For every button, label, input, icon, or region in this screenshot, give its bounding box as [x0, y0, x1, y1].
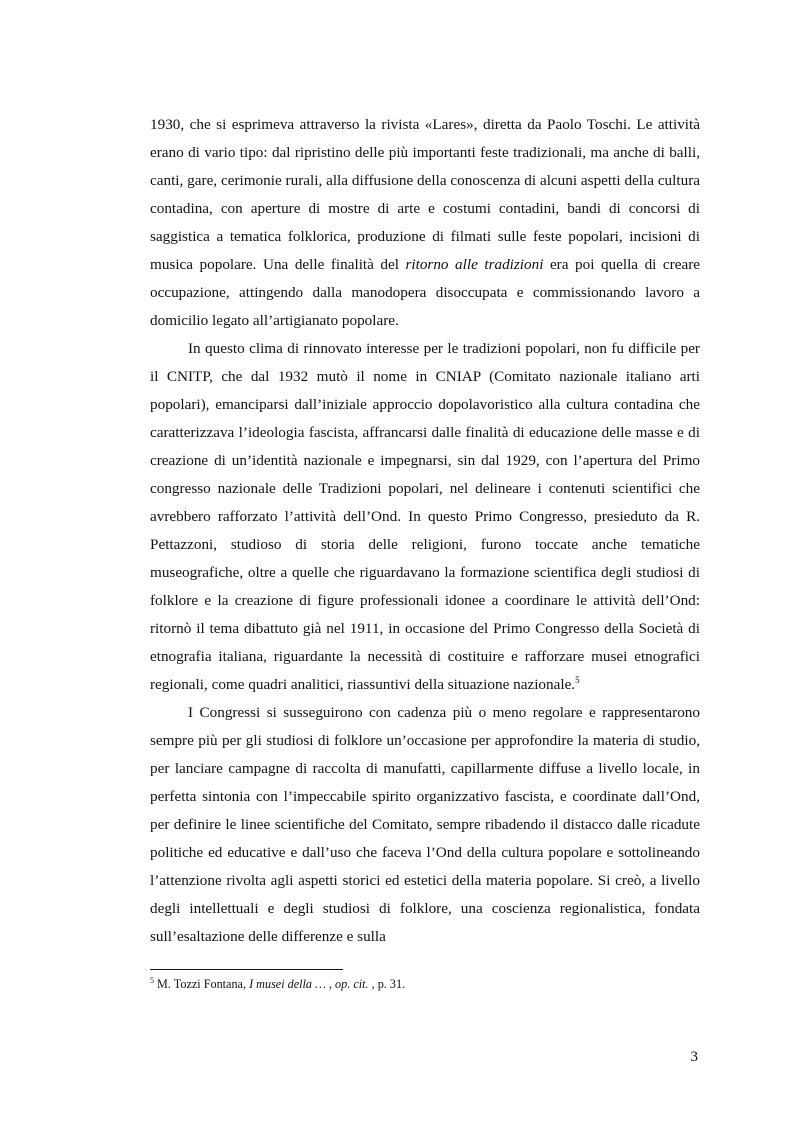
- paragraph-1-text-a: 1930, che si esprimeva attraverso la rivista «Lares», diretta da Paolo Toschi. Le attività erano di vario tipo: dal ripristino delle più importanti feste tradizionali, ma anche di balli, canti, gare, cerimonie rurali, alla diffusione della conoscenza di alcuni aspetti della cultura contadina, con aperture di mostre di arte e costumi contadini, bandi di concorsi di saggistica a tematica folklorica, produzione di filmati sulle feste popolari, incisioni di musica popolare. Una delle finalità del: [150, 116, 700, 273]
- footnote-author: M. Tozzi Fontana,: [154, 977, 250, 991]
- footnote-5: [150, 975, 700, 993]
- paragraph-3: [150, 699, 700, 951]
- footnote-separator: ,: [325, 977, 336, 991]
- paragraph-2: [150, 335, 700, 699]
- paragraph-1-italic: ritorno alle tradizioni: [405, 256, 544, 273]
- footnote-divider: [150, 969, 343, 970]
- footnote-title: I musei della …: [249, 977, 326, 991]
- document-body: [150, 111, 700, 951]
- paragraph-1-text-c: era poi quella di creare occupazione, attingendo dalla manodopera disoccupata e commissionando lavoro a domicilio legato all’artigianato popolare.: [150, 256, 700, 329]
- paragraph-2-text: In questo clima di rinnovato interesse per le tradizioni popolari, non fu difficile per il CNITP, che dal 1932 mutò il nome in CNIAP (Comitato nazionale italiano arti popolari), emanciparsi dall’iniziale approccio dopolavoristico alla cultura contadina che caratterizzava l’ideologia fascista, affrancarsi dalle finalità di educazione delle masse e di creazione di un’identità nazionale e impegnarsi, sin dal 1929, con l’apertura del Primo congresso nazionale delle Tradizioni popolari, nel delineare i contenuti scientifici che avrebbero rafforzato l’attività dell’Ond. In questo Primo Congresso, presieduto da R. Pettazzoni, studioso di storia delle religioni, furono toccate anche tematiche museografiche, oltre a quelle che riguardavano la formazione scientifica degli studiosi di folklore e la creazione di figure professionali idonee a coordinare le attività dell’Ond: ritornò il tema dibattuto già nel 1911, in occasione del Primo Congresso della Società di etnografia italiana, riguardante la necessità di costituire e rafforzare musei etnografici regionali, come quadri analitici, riassuntivi della situazione nazionale.: [150, 340, 700, 693]
- paragraph-3-text: I Congressi si susseguirono con cadenza più o meno regolare e rappresentarono sempre più per gli studiosi di folklore un’occasione per approfondire la materia di studio, per lanciare campagne di raccolta di manufatti, capillarmente diffuse a livello locale, in perfetta sintonia con l’impeccabile spirito organizzativo fascista, e coordinate dall’Ond, per definire le linee scientifiche del Comitato, sempre ribadendo il distacco dalle ricadute politiche ed educative e dall’uso che faceva l’Ond della cultura popolare e sottolineando l’attenzione rivolta agli aspetti storici ed estetici della materia popolare. Si creò, a livello degli intellettuali e degli studiosi di folklore, una coscienza regionalistica, fondata sull’esaltazione delle differenze e sulla: [150, 704, 700, 945]
- footnote-pages: , p. 31.: [368, 977, 406, 991]
- page-number: 3: [690, 1048, 698, 1065]
- footnote-reference-5[interactable]: 5: [575, 675, 580, 685]
- paragraph-1: [150, 111, 700, 335]
- footnote-number: 5: [150, 976, 154, 985]
- footnote-op-cit: op. cit.: [335, 977, 369, 991]
